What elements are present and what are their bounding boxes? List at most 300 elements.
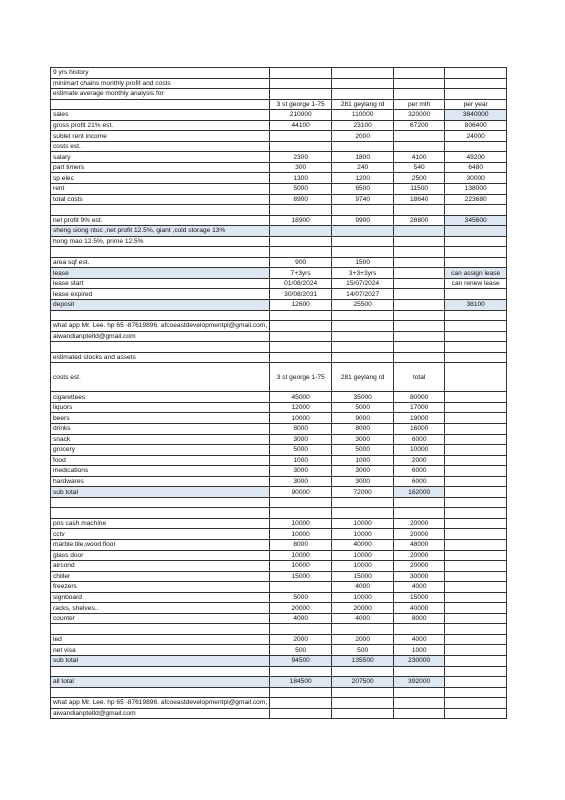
table-cell[interactable] (394, 497, 445, 508)
table-cell[interactable] (270, 342, 332, 353)
table-cell[interactable]: can assign lease (445, 268, 507, 279)
table-cell[interactable] (270, 247, 332, 258)
row-label-cell[interactable]: lease (51, 268, 270, 279)
table-cell[interactable] (394, 508, 445, 519)
table-cell[interactable] (270, 698, 332, 709)
row-label-cell[interactable]: hardwares (51, 476, 270, 487)
table-cell[interactable] (270, 582, 332, 593)
table-cell[interactable]: 223680 (445, 194, 507, 205)
table-cell[interactable] (445, 247, 507, 258)
table-cell[interactable]: 300 (270, 162, 332, 173)
table-cell[interactable] (270, 310, 332, 321)
note-cell[interactable]: estimate average monthly analysis for (51, 89, 270, 100)
table-cell[interactable]: 38100 (445, 300, 507, 311)
table-cell[interactable] (445, 518, 507, 529)
row-label-cell[interactable]: chiller (51, 571, 270, 582)
table-cell[interactable] (445, 289, 507, 300)
table-cell[interactable]: 10000 (332, 518, 394, 529)
table-cell[interactable]: 35000 (332, 392, 394, 403)
table-cell[interactable] (394, 131, 445, 142)
table-cell[interactable] (270, 236, 332, 247)
row-label-cell[interactable]: sublet rent income (51, 131, 270, 142)
table-cell[interactable]: 28800 (394, 215, 445, 226)
table-cell[interactable]: 392000 (394, 677, 445, 688)
table-cell[interactable]: 9900 (332, 215, 394, 226)
row-label-cell[interactable]: sp elec (51, 173, 270, 184)
table-cell[interactable]: 18640 (394, 194, 445, 205)
table-cell[interactable]: 3000 (270, 476, 332, 487)
table-cell[interactable] (445, 423, 507, 434)
table-cell[interactable]: 10000 (270, 518, 332, 529)
table-cell[interactable]: 500 (270, 645, 332, 656)
note-cell[interactable]: estimated stocks and assets (51, 352, 270, 363)
table-cell[interactable]: 15000 (270, 571, 332, 582)
table-cell[interactable] (332, 708, 394, 719)
row-label-cell[interactable]: lease start (51, 278, 270, 289)
table-cell[interactable] (270, 624, 332, 635)
table-cell[interactable] (394, 331, 445, 342)
table-cell[interactable] (394, 278, 445, 289)
table-cell[interactable]: 12600 (270, 300, 332, 311)
table-cell[interactable]: 900 (270, 257, 332, 268)
row-label-cell[interactable]: led (51, 634, 270, 645)
table-cell[interactable] (332, 698, 394, 709)
table-cell[interactable]: 4000 (394, 634, 445, 645)
table-cell[interactable]: 281 geylang rd (332, 99, 394, 110)
table-cell[interactable]: per year (445, 99, 507, 110)
row-label-cell[interactable] (51, 247, 270, 258)
table-cell[interactable]: 10000 (270, 550, 332, 561)
table-cell[interactable]: 4000 (394, 582, 445, 593)
table-cell[interactable] (332, 624, 394, 635)
table-cell[interactable] (394, 698, 445, 709)
table-cell[interactable]: 3840000 (445, 110, 507, 121)
row-label-cell[interactable] (51, 624, 270, 635)
table-cell[interactable] (394, 268, 445, 279)
table-cell[interactable]: 9000 (332, 413, 394, 424)
table-cell[interactable] (445, 205, 507, 216)
table-cell[interactable] (332, 342, 394, 353)
table-cell[interactable]: 14/07/2027 (332, 289, 394, 300)
table-cell[interactable] (445, 445, 507, 456)
table-cell[interactable]: 320000 (394, 110, 445, 121)
row-label-cell[interactable]: net profit 9% est. (51, 215, 270, 226)
table-cell[interactable]: 8000 (270, 423, 332, 434)
table-cell[interactable]: 18900 (270, 215, 332, 226)
table-cell[interactable]: 30000 (394, 571, 445, 582)
table-cell[interactable]: 10000 (394, 445, 445, 456)
row-label-cell[interactable]: cigarettees (51, 392, 270, 403)
table-cell[interactable]: 12000 (270, 402, 332, 413)
table-cell[interactable]: 1800 (332, 152, 394, 163)
row-label-cell[interactable]: counter (51, 613, 270, 624)
table-cell[interactable]: 1200 (332, 173, 394, 184)
table-cell[interactable] (394, 289, 445, 300)
table-cell[interactable] (332, 321, 394, 332)
table-cell[interactable] (332, 78, 394, 89)
row-label-cell[interactable]: costs est. (51, 141, 270, 152)
table-cell[interactable]: 9740 (332, 194, 394, 205)
table-cell[interactable]: 3000 (332, 476, 394, 487)
table-cell[interactable]: 3000 (270, 434, 332, 445)
table-cell[interactable]: 72000 (332, 487, 394, 498)
row-label-cell[interactable]: food (51, 455, 270, 466)
table-cell[interactable] (445, 310, 507, 321)
row-label-cell[interactable]: grocery (51, 445, 270, 456)
table-cell[interactable] (270, 226, 332, 237)
table-cell[interactable]: 3+3+3yrs (332, 268, 394, 279)
row-label-cell[interactable] (51, 99, 270, 110)
table-cell[interactable] (270, 687, 332, 698)
table-cell[interactable]: 10000 (270, 413, 332, 424)
table-cell[interactable]: 2300 (270, 152, 332, 163)
table-cell[interactable] (394, 247, 445, 258)
table-cell[interactable] (394, 310, 445, 321)
table-cell[interactable]: 11500 (394, 184, 445, 195)
table-cell[interactable] (270, 205, 332, 216)
row-label-cell[interactable] (51, 666, 270, 677)
table-cell[interactable]: 162000 (394, 487, 445, 498)
table-cell[interactable] (445, 508, 507, 519)
table-cell[interactable] (445, 236, 507, 247)
table-cell[interactable]: 10000 (270, 561, 332, 572)
table-cell[interactable]: 184500 (270, 677, 332, 688)
table-cell[interactable]: can renew lease (445, 278, 507, 289)
row-label-cell[interactable]: liquors (51, 402, 270, 413)
table-cell[interactable]: 500 (332, 645, 394, 656)
table-cell[interactable] (332, 89, 394, 100)
table-cell[interactable]: 49200 (445, 152, 507, 163)
table-cell[interactable] (332, 310, 394, 321)
row-label-cell[interactable]: snack (51, 434, 270, 445)
table-cell[interactable]: 40000 (394, 603, 445, 614)
table-cell[interactable] (332, 508, 394, 519)
table-cell[interactable]: 17000 (394, 402, 445, 413)
table-cell[interactable]: 3000 (332, 466, 394, 477)
table-cell[interactable] (445, 413, 507, 424)
table-cell[interactable] (394, 708, 445, 719)
row-label-cell[interactable]: drinks (51, 423, 270, 434)
table-cell[interactable] (332, 352, 394, 363)
table-cell[interactable]: 10000 (332, 529, 394, 540)
table-cell[interactable] (270, 131, 332, 142)
table-cell[interactable] (270, 89, 332, 100)
table-cell[interactable]: 67200 (394, 120, 445, 131)
table-cell[interactable]: 23100 (332, 120, 394, 131)
row-label-cell[interactable]: salary (51, 152, 270, 163)
table-cell[interactable]: 5000 (270, 445, 332, 456)
note-cell[interactable]: aiwandianpteltd@gmail.com (51, 708, 270, 719)
row-label-cell[interactable]: net visa (51, 645, 270, 656)
table-cell[interactable]: 806400 (445, 120, 507, 131)
row-label-cell[interactable]: freezers (51, 582, 270, 593)
row-label-cell[interactable]: gross profit 21% est. (51, 120, 270, 131)
table-cell[interactable] (445, 342, 507, 353)
note-cell[interactable]: what app Mr. Lee. hp 65 -87619896. afcoeastdevelopmentpl@gmail.com, (51, 321, 270, 332)
table-cell[interactable]: 1000 (394, 645, 445, 656)
table-cell[interactable]: 8000 (270, 539, 332, 550)
row-label-cell[interactable]: all total (51, 677, 270, 688)
table-cell[interactable] (394, 300, 445, 311)
row-label-cell[interactable]: glass door (51, 550, 270, 561)
table-cell[interactable] (394, 236, 445, 247)
table-cell[interactable]: 5000 (332, 445, 394, 456)
table-cell[interactable]: 01/08/2024 (270, 278, 332, 289)
table-cell[interactable] (445, 89, 507, 100)
table-cell[interactable] (332, 68, 394, 79)
row-label-cell[interactable]: total costs (51, 194, 270, 205)
table-cell[interactable]: 6000 (394, 434, 445, 445)
table-cell[interactable] (270, 352, 332, 363)
table-cell[interactable] (332, 236, 394, 247)
table-cell[interactable]: 48000 (394, 539, 445, 550)
table-cell[interactable]: 24000 (445, 131, 507, 142)
table-cell[interactable]: 44100 (270, 120, 332, 131)
table-cell[interactable] (445, 497, 507, 508)
row-label-cell[interactable]: lease expired (51, 289, 270, 300)
table-cell[interactable]: 2500 (394, 173, 445, 184)
table-cell[interactable] (445, 141, 507, 152)
table-cell[interactable] (445, 226, 507, 237)
row-label-cell[interactable] (51, 497, 270, 508)
table-cell[interactable] (394, 321, 445, 332)
table-cell[interactable]: 25500 (332, 300, 394, 311)
table-cell[interactable] (332, 331, 394, 342)
table-cell[interactable] (394, 257, 445, 268)
table-cell[interactable] (445, 571, 507, 582)
table-cell[interactable]: 7+3yrs (270, 268, 332, 279)
table-cell[interactable]: 3000 (270, 466, 332, 477)
table-cell[interactable]: 20000 (394, 550, 445, 561)
table-cell[interactable] (445, 655, 507, 666)
table-cell[interactable]: 10000 (332, 592, 394, 603)
table-cell[interactable] (332, 497, 394, 508)
row-label-cell[interactable]: medications (51, 466, 270, 477)
table-cell[interactable]: 2000 (332, 131, 394, 142)
table-cell[interactable]: 6000 (394, 466, 445, 477)
table-cell[interactable]: 45000 (270, 392, 332, 403)
table-cell[interactable] (394, 687, 445, 698)
table-cell[interactable]: 10000 (332, 550, 394, 561)
table-cell[interactable]: 8000 (394, 613, 445, 624)
row-label-cell[interactable]: sub total (51, 487, 270, 498)
table-cell[interactable] (270, 141, 332, 152)
table-cell[interactable] (394, 666, 445, 677)
table-cell[interactable] (270, 78, 332, 89)
row-label-cell[interactable]: cctv (51, 529, 270, 540)
table-cell[interactable] (394, 89, 445, 100)
table-cell[interactable]: 15000 (394, 592, 445, 603)
table-cell[interactable] (445, 352, 507, 363)
table-cell[interactable]: 30000 (445, 173, 507, 184)
row-label-cell[interactable]: aircond (51, 561, 270, 572)
table-cell[interactable]: 20000 (270, 603, 332, 614)
row-label-cell[interactable]: 9 yrs history (51, 68, 270, 79)
table-cell[interactable]: 8000 (332, 423, 394, 434)
table-cell[interactable]: 4000 (332, 582, 394, 593)
table-cell[interactable]: 10000 (270, 529, 332, 540)
table-cell[interactable] (332, 687, 394, 698)
row-label-cell[interactable] (51, 687, 270, 698)
table-cell[interactable]: 138000 (445, 184, 507, 195)
table-cell[interactable] (445, 666, 507, 677)
table-cell[interactable] (394, 68, 445, 79)
table-cell[interactable] (445, 603, 507, 614)
table-cell[interactable] (445, 624, 507, 635)
table-cell[interactable] (394, 141, 445, 152)
note-cell[interactable]: hong mao 12.5%, prime 12.5% (51, 236, 270, 247)
row-label-cell[interactable] (51, 310, 270, 321)
table-cell[interactable]: 3 st george 1-75 (270, 363, 332, 392)
table-cell[interactable] (445, 476, 507, 487)
table-cell[interactable]: 94500 (270, 655, 332, 666)
table-cell[interactable]: 10000 (332, 561, 394, 572)
row-label-cell[interactable]: marble tile,wood floor (51, 539, 270, 550)
table-cell[interactable]: per mth (394, 99, 445, 110)
table-cell[interactable]: 15/07/2024 (332, 278, 394, 289)
table-cell[interactable] (445, 592, 507, 603)
table-cell[interactable]: 110000 (332, 110, 394, 121)
table-cell[interactable] (445, 455, 507, 466)
table-cell[interactable] (445, 402, 507, 413)
table-cell[interactable]: 6000 (394, 476, 445, 487)
table-cell[interactable]: 15000 (332, 571, 394, 582)
row-label-cell[interactable]: costs est. (51, 363, 270, 392)
table-cell[interactable]: 20000 (394, 518, 445, 529)
table-cell[interactable] (332, 141, 394, 152)
table-cell[interactable]: 1300 (270, 173, 332, 184)
table-cell[interactable]: 90000 (270, 487, 332, 498)
note-cell[interactable]: aiwandianpteltd@gmail.com (51, 331, 270, 342)
table-cell[interactable]: 207500 (332, 677, 394, 688)
table-cell[interactable] (270, 666, 332, 677)
row-label-cell[interactable]: signboard (51, 592, 270, 603)
table-cell[interactable]: 30/08/2031 (270, 289, 332, 300)
table-cell[interactable]: 1500 (332, 257, 394, 268)
table-cell[interactable]: 2000 (332, 634, 394, 645)
table-cell[interactable] (445, 708, 507, 719)
table-cell[interactable] (445, 550, 507, 561)
table-cell[interactable] (445, 529, 507, 540)
table-cell[interactable] (445, 321, 507, 332)
table-cell[interactable] (445, 677, 507, 688)
table-cell[interactable]: 8900 (270, 194, 332, 205)
table-cell[interactable] (445, 634, 507, 645)
table-cell[interactable] (394, 342, 445, 353)
table-cell[interactable] (445, 392, 507, 403)
table-cell[interactable]: 5000 (332, 402, 394, 413)
note-cell[interactable]: minimart chains monthly profit and costs (51, 78, 270, 89)
table-cell[interactable] (394, 226, 445, 237)
row-label-cell[interactable]: pos cash machine (51, 518, 270, 529)
table-cell[interactable]: 5000 (270, 184, 332, 195)
row-label-cell[interactable] (51, 205, 270, 216)
table-cell[interactable] (445, 687, 507, 698)
table-cell[interactable] (445, 613, 507, 624)
table-cell[interactable] (270, 508, 332, 519)
table-cell[interactable] (445, 78, 507, 89)
table-cell[interactable] (445, 257, 507, 268)
row-label-cell[interactable]: sales (51, 110, 270, 121)
table-cell[interactable] (394, 205, 445, 216)
table-cell[interactable] (445, 68, 507, 79)
table-cell[interactable] (445, 363, 507, 392)
table-cell[interactable] (445, 487, 507, 498)
table-cell[interactable]: 3 st george 1-75 (270, 99, 332, 110)
table-cell[interactable]: 2000 (270, 634, 332, 645)
table-cell[interactable] (332, 226, 394, 237)
table-cell[interactable]: 20000 (394, 529, 445, 540)
row-label-cell[interactable]: deposit (51, 300, 270, 311)
table-cell[interactable]: 80000 (394, 392, 445, 403)
table-cell[interactable] (445, 645, 507, 656)
table-cell[interactable]: 16000 (394, 423, 445, 434)
row-label-cell[interactable] (51, 342, 270, 353)
row-label-cell[interactable]: racks, shelves.. (51, 603, 270, 614)
table-cell[interactable] (445, 539, 507, 550)
table-cell[interactable]: 210000 (270, 110, 332, 121)
table-cell[interactable]: total (394, 363, 445, 392)
table-cell[interactable]: 4100 (394, 152, 445, 163)
table-cell[interactable] (445, 466, 507, 477)
table-cell[interactable]: 1000 (332, 455, 394, 466)
table-cell[interactable]: 20000 (394, 561, 445, 572)
row-label-cell[interactable]: beers (51, 413, 270, 424)
table-cell[interactable] (445, 561, 507, 572)
table-cell[interactable] (270, 708, 332, 719)
table-cell[interactable]: 2000 (394, 455, 445, 466)
table-cell[interactable]: 6480 (445, 162, 507, 173)
table-cell[interactable]: 6500 (332, 184, 394, 195)
table-cell[interactable]: 3000 (332, 434, 394, 445)
table-cell[interactable]: 4000 (332, 613, 394, 624)
row-label-cell[interactable] (51, 508, 270, 519)
table-cell[interactable] (332, 247, 394, 258)
row-label-cell[interactable]: rent (51, 184, 270, 195)
table-cell[interactable]: 4000 (270, 613, 332, 624)
table-cell[interactable]: 1000 (270, 455, 332, 466)
row-label-cell[interactable]: area sqf est. (51, 257, 270, 268)
table-cell[interactable]: 230000 (394, 655, 445, 666)
table-cell[interactable] (445, 331, 507, 342)
table-cell[interactable] (270, 497, 332, 508)
row-label-cell[interactable]: part timers (51, 162, 270, 173)
table-cell[interactable] (270, 321, 332, 332)
table-cell[interactable] (445, 698, 507, 709)
table-cell[interactable]: 135500 (332, 655, 394, 666)
table-cell[interactable]: 345600 (445, 215, 507, 226)
table-cell[interactable] (394, 352, 445, 363)
table-cell[interactable] (270, 331, 332, 342)
table-cell[interactable] (445, 582, 507, 593)
table-cell[interactable] (394, 624, 445, 635)
table-cell[interactable]: 540 (394, 162, 445, 173)
table-cell[interactable]: 19000 (394, 413, 445, 424)
table-cell[interactable] (394, 78, 445, 89)
note-cell[interactable]: what app Mr. Lee. hp 65 -87619896. afcoeastdevelopmentpl@gmail.com, (51, 698, 270, 709)
table-cell[interactable] (332, 205, 394, 216)
table-cell[interactable]: 240 (332, 162, 394, 173)
table-cell[interactable]: 20000 (332, 603, 394, 614)
note-cell[interactable]: sheng siong ntuc ,net profit 12.5%, giant ,cold storage 13% (51, 226, 270, 237)
table-cell[interactable]: 5000 (270, 592, 332, 603)
table-cell[interactable] (445, 434, 507, 445)
table-cell[interactable]: 40000 (332, 539, 394, 550)
row-label-cell[interactable]: sub total (51, 655, 270, 666)
table-cell[interactable] (332, 666, 394, 677)
table-cell[interactable]: 281 geylang rd (332, 363, 394, 392)
table-cell[interactable] (270, 68, 332, 79)
